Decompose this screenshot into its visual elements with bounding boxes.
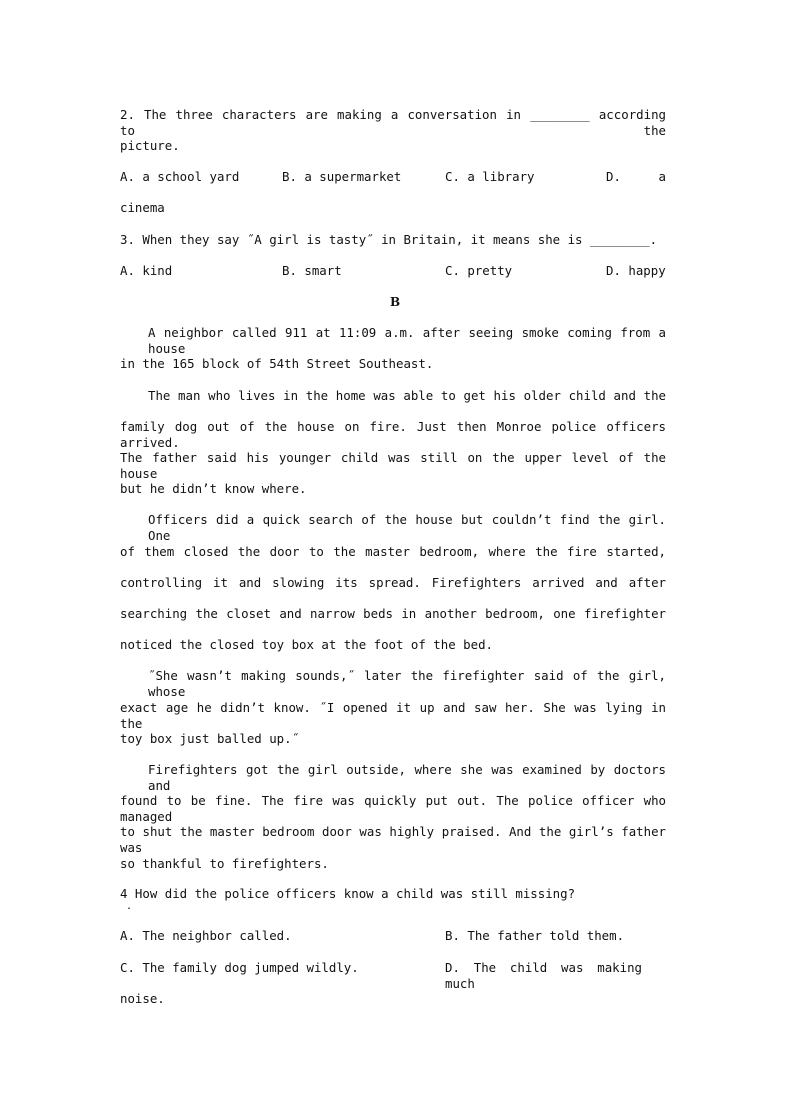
q4-option-c: C. The family dog jumped wildly. (120, 960, 359, 975)
q4-option-d-cont: noise. (120, 991, 165, 1006)
q4-stem: 4 How did the police officers know a child was still missing? (120, 886, 576, 901)
q3-option-c: C. pretty (445, 263, 513, 278)
q4-option-a: A. The neighbor called. (120, 928, 292, 943)
passage-line: Firefighters got the girl outside, where she was examined by doctors and (148, 762, 666, 793)
passage-line: to shut the master bedroom door was highly praised. And the girl’s father was (120, 824, 666, 855)
passage-line: controlling it and slowing its spread. Firefighters arrived and after (120, 575, 666, 590)
section-b-heading: B (390, 295, 401, 309)
passage-line: found to be fine. The fire was quickly put out. The police officer who managed (120, 793, 666, 824)
passage-line: The man who lives in the home was able to get his older child and the (148, 388, 666, 403)
passage-line: searching the closet and narrow beds in another bedroom, one firefighter (120, 606, 666, 621)
q3-option-b: B. smart (282, 263, 342, 278)
q2-option-b: B. a supermarket (282, 169, 402, 184)
q2-stem-line2: picture. (120, 138, 180, 153)
passage-line: Officers did a quick search of the house but couldn’t find the girl. One (148, 512, 666, 543)
passage-line: noticed the closed toy box at the foot of the bed. (120, 637, 493, 652)
q2-stem-line1: 2. The three characters are making a conversation in ________ according to the (120, 107, 666, 138)
q2-option-c: C. a library (445, 169, 535, 184)
q4-option-d: D. The child was making much (445, 960, 642, 991)
passage-line: toy box just balled up.˝ (120, 731, 300, 746)
q4-option-b: B. The father told them. (445, 928, 625, 943)
q4-number-dot: . (126, 901, 133, 912)
passage-line: ˝She wasn’t making sounds,˝ later the firefighter said of the girl, whose (148, 668, 666, 699)
q3-option-d: D. happy (606, 263, 666, 278)
passage-line: of them closed the door to the master bedroom, where the fire started, (120, 544, 666, 559)
q2-option-d: D. a (606, 169, 666, 184)
passage-line: The father said his younger child was still on the upper level of the house (120, 450, 666, 481)
q2-option-a: A. a school yard (120, 169, 240, 184)
q3-stem: 3. When they say ˝A girl is tasty˝ in Britain, it means she is ________. (120, 232, 658, 247)
passage-line: exact age he didn’t know. ˝I opened it up and saw her. She was lying in the (120, 700, 666, 731)
passage-line: so thankful to firefighters. (120, 856, 329, 871)
passage-line: but he didn’t know where. (120, 481, 307, 496)
q3-option-a: A. kind (120, 263, 173, 278)
passage-line: A neighbor called 911 at 11:09 a.m. after seeing smoke coming from a house (148, 325, 666, 356)
passage-line: in the 165 block of 54th Street Southeast. (120, 356, 434, 371)
q2-option-d-cont: cinema (120, 200, 165, 215)
passage-line: family dog out of the house on fire. Just then Monroe police officers arrived. (120, 419, 666, 450)
